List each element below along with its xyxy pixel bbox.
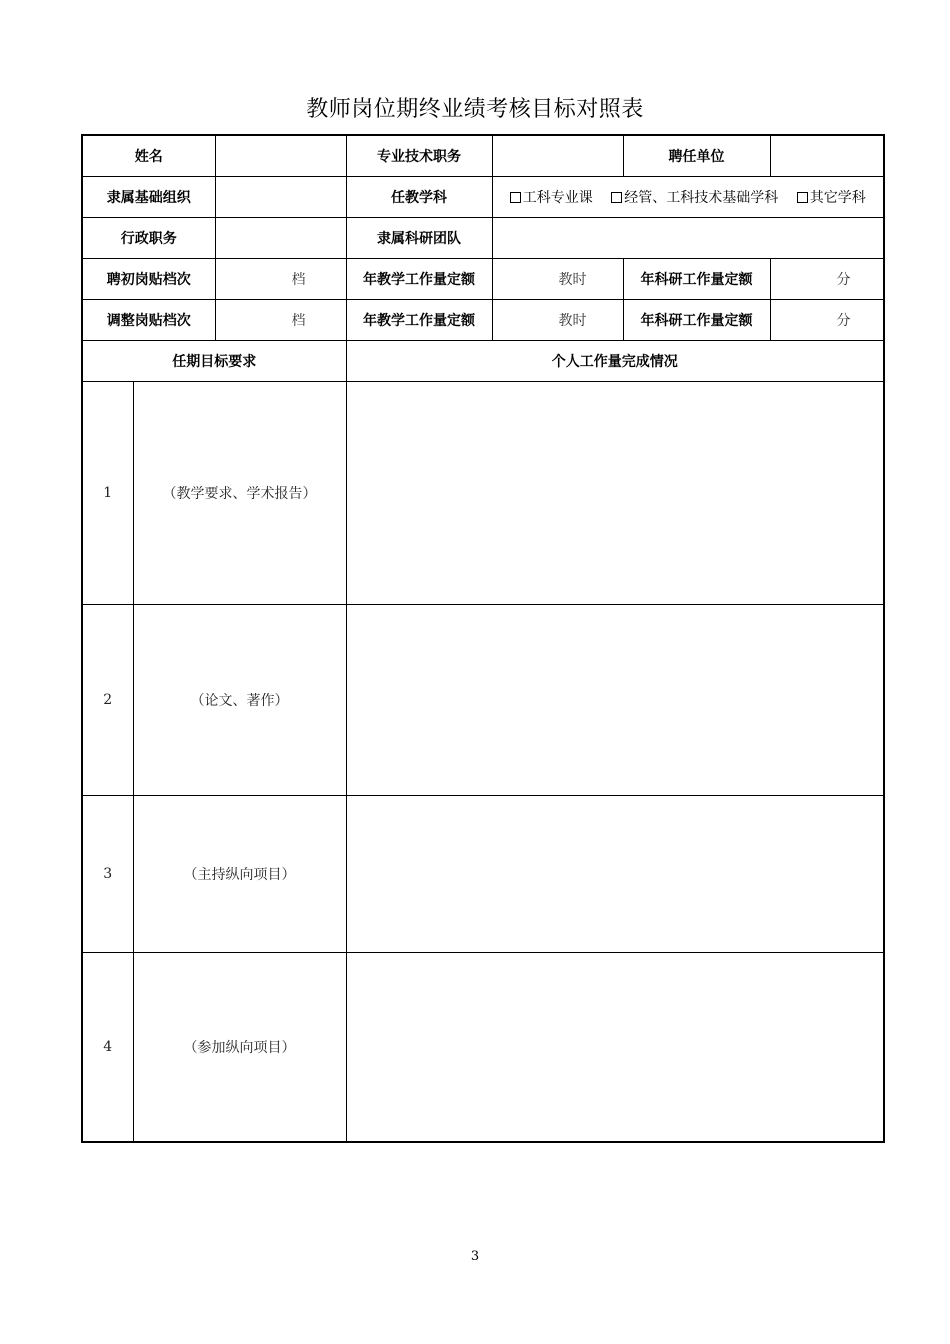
checkbox-icon[interactable] [611, 192, 622, 203]
subject-option-2[interactable]: 经管、工科技术基础学科 [611, 190, 778, 206]
goal-requirement: （主持纵向项目） [133, 795, 346, 952]
page-number: 3 [470, 1249, 480, 1264]
name-field[interactable] [215, 135, 346, 176]
unit-field[interactable] [770, 135, 884, 176]
goal-requirement: （参加纵向项目） [133, 952, 346, 1142]
org-field[interactable] [215, 176, 346, 217]
admin-label: 行政职务 [82, 217, 215, 258]
initial-grade-label: 聘初岗贴档次 [82, 258, 215, 299]
form-title: 教师岗位期终业绩考核目标对照表 [306, 97, 644, 122]
adjusted-grade-label: 调整岗贴档次 [82, 299, 215, 340]
goal-row [82, 604, 884, 795]
subject-label: 任教学科 [346, 176, 492, 217]
goal-number: 3 [82, 795, 133, 952]
goal-row [82, 952, 884, 1142]
row-adjusted-grade [82, 299, 884, 340]
teaching-quota-label-2: 年教学工作量定额 [346, 299, 492, 340]
goal-completion-field[interactable] [346, 795, 884, 952]
initial-grade-unit[interactable]: 档 [215, 258, 346, 299]
goal-row [82, 795, 884, 952]
row-org [82, 176, 884, 217]
teaching-quota-label: 年教学工作量定额 [346, 258, 492, 299]
admin-field[interactable] [215, 217, 346, 258]
goal-row [82, 381, 884, 604]
goal-completion-field[interactable] [346, 952, 884, 1142]
assessment-form-table [81, 134, 885, 1143]
checkbox-icon[interactable] [797, 192, 808, 203]
subject-option-1[interactable]: 工科专业课 [510, 190, 593, 206]
title-label: 专业技术职务 [346, 135, 492, 176]
row-initial-grade [82, 258, 884, 299]
checkbox-icon[interactable] [510, 192, 521, 203]
team-field[interactable] [492, 217, 884, 258]
goal-number: 4 [82, 952, 133, 1142]
adjusted-grade-unit[interactable]: 档 [215, 299, 346, 340]
unit-label: 聘任单位 [623, 135, 770, 176]
goal-completion-field[interactable] [346, 604, 884, 795]
completion-header: 个人工作量完成情况 [346, 340, 884, 381]
row-section-headers [82, 340, 884, 381]
team-label: 隶属科研团队 [346, 217, 492, 258]
goal-requirement: （教学要求、学术报告） [133, 381, 346, 604]
goal-requirement: （论文、著作） [133, 604, 346, 795]
goal-completion-field[interactable] [346, 381, 884, 604]
name-label: 姓名 [82, 135, 215, 176]
research-quota-unit[interactable]: 分 [770, 258, 884, 299]
row-admin [82, 217, 884, 258]
goal-number: 2 [82, 604, 133, 795]
title-field[interactable] [492, 135, 623, 176]
teaching-quota-unit-2[interactable]: 教时 [492, 299, 623, 340]
subject-option-3[interactable]: 其它学科 [797, 190, 866, 206]
research-quota-label-2: 年科研工作量定额 [623, 299, 770, 340]
org-label: 隶属基础组织 [82, 176, 215, 217]
goal-number: 1 [82, 381, 133, 604]
row-name [82, 135, 884, 176]
subject-options [492, 176, 884, 217]
research-quota-unit-2[interactable]: 分 [770, 299, 884, 340]
research-quota-label: 年科研工作量定额 [623, 258, 770, 299]
goals-header: 任期目标要求 [82, 340, 346, 381]
teaching-quota-unit[interactable]: 教时 [492, 258, 623, 299]
